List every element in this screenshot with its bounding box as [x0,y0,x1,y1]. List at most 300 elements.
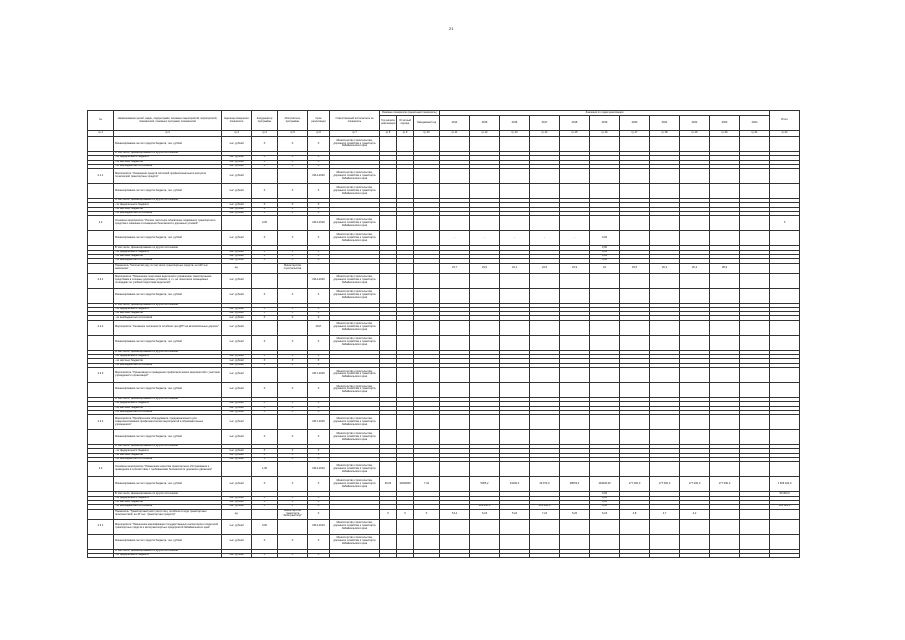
row-executor: Министерство строительства [278,263,308,273]
row-value [620,553,650,557]
row-value [397,534,414,549]
row-executor: X [278,453,308,457]
header-base-group: Базовые показатели (оценочный показатель) [380,111,440,116]
row-term: X [308,509,330,519]
column-number: гр.20 [710,131,740,137]
header-year: 2020 [620,116,650,131]
row-name: В том числе, финансирование из других источников [114,199,222,203]
row-value [650,288,680,303]
row-term: 2017-2020 [308,367,330,382]
row-value [710,519,740,534]
row-value [560,519,590,534]
row-value [770,231,800,246]
row-value [560,382,590,397]
row-value [620,462,650,477]
row-coordinator: X [252,402,278,406]
row-value [397,169,414,184]
row-unit: тыс. рублей [222,363,252,367]
row-value [770,137,800,152]
row-value [530,216,560,231]
row-value [680,273,710,288]
row-value [500,335,530,350]
row-value [397,184,414,199]
row-executor [278,169,308,184]
row-name: - из местных бюджетов [114,254,222,258]
row-value [380,288,397,303]
row-unit: тыс. рублей [222,137,252,152]
row-responsible: Министерство строительства, дорожного хозяйства и транспорта Забайкальского края [330,184,380,199]
column-number: гр.18 [650,131,680,137]
row-executor: X [278,458,308,462]
row-name: - из внебюджетных источников [114,164,222,168]
row-executor: X [278,335,308,350]
row-value [650,367,680,382]
row-term: X [308,402,330,406]
row-number [88,430,114,445]
row-value [590,288,620,303]
row-unit: тыс. рублей [222,312,252,316]
row-name: В том числе, финансирование из других источников [114,492,222,496]
row-executor [278,462,308,477]
row-executor: X [278,363,308,367]
row-executor: X [278,553,308,557]
row-unit: тыс. рублей [222,477,252,492]
row-value [397,263,414,273]
table-row [88,263,800,273]
row-value [397,462,414,477]
row-value: 103000,00 [590,477,620,492]
column-number: гр.14 [530,131,560,137]
row-value [740,137,770,152]
row-responsible: Министерство строительства, дорожного хозяйства и транспорта Забайкальского края [330,137,380,152]
row-name: - из внебюджетных источников [114,212,222,216]
table-row [88,137,800,152]
row-value [560,430,590,445]
row-unit: тыс. рублей [222,231,252,246]
row-executor: X [278,449,308,453]
row-number: 2.2 [88,216,114,231]
row-unit: тыс. рублей [222,259,252,263]
row-name: Финансирование за счет средств бюджета, тыс. рублей [114,477,222,492]
row-value [650,231,680,246]
row-value [530,184,560,199]
table-row [88,382,800,397]
row-name: - из федерального бюджета [114,496,222,500]
row-term: X [308,363,330,367]
row-value [560,553,590,557]
row-term: X [308,164,330,168]
row-value [440,415,470,430]
row-value: 177 000,0 [620,477,650,492]
row-value [650,184,680,199]
row-value [380,382,397,397]
table-row [88,288,800,303]
row-value [397,231,414,246]
row-responsible: Министерство строительства, дорожного хозяйства и транспорта Забайкальского края [330,534,380,549]
row-number [88,335,114,350]
row-executor: X [278,410,308,414]
row-executor: Министерство транспорта "Автотранспорт" [278,509,308,519]
row-value [380,519,397,534]
row-value [530,288,560,303]
row-value [500,184,530,199]
row-term: X [308,500,330,504]
row-term: X [308,254,330,258]
row-value [680,462,710,477]
row-term: X [308,534,330,549]
row-value: 60,00 [380,477,397,492]
row-name: - из внебюджетных источников [114,410,222,414]
row-executor: X [278,307,308,311]
table-row [88,519,800,534]
row-term: X [308,160,330,164]
row-value [380,462,397,477]
row-value [620,430,650,445]
row-value [590,137,620,152]
row-value [470,335,500,350]
row-value [414,288,440,303]
row-value [740,519,770,534]
row-value [590,534,620,549]
row-executor [278,216,308,231]
row-value [770,382,800,397]
row-value [710,320,740,335]
row-value [740,335,770,350]
row-term: 2014-2020 [308,216,330,231]
row-value [710,367,740,382]
row-executor: X [278,137,308,152]
row-value: 5,14 [440,509,470,519]
row-value [500,553,530,557]
row-unit: тыс. рублей [222,359,252,363]
row-value [470,320,500,335]
row-value [680,231,710,246]
row-value [680,553,710,557]
row-value: 177 000,0 [650,477,680,492]
row-value [440,367,470,382]
header-year: 2016 [500,116,530,131]
row-value: 24,6 [530,263,560,273]
table-row [88,462,800,477]
row-value [440,462,470,477]
row-value: - [560,231,590,246]
header-executor: Исполнитель программы [278,111,308,131]
row-coordinator: X [252,207,278,211]
row-name: Показатель "Количество (ед.) в том числе транспортных средств, на 100 тыс. населения" [114,263,222,273]
row-responsible: Министерство строительства, дорожного хозяйства и транспорта Забайкальского края [330,415,380,430]
row-coordinator: X [252,316,278,320]
row-value [710,534,740,549]
row-value [380,320,397,335]
row-executor: X [278,406,308,410]
row-value: 0,00 [590,496,620,500]
row-number [88,184,114,199]
row-value [590,169,620,184]
row-executor: X [278,231,308,246]
header-year: 2015 [470,116,500,131]
row-value [470,273,500,288]
row-value [530,553,560,557]
row-value [650,519,680,534]
row-value: 99 360,0 [770,492,800,496]
row-value [710,462,740,477]
table-row [88,184,800,199]
row-value [680,184,710,199]
row-coordinator: X [252,500,278,504]
row-value [590,367,620,382]
row-value [530,519,560,534]
row-value: 0,00 [590,231,620,246]
row-name: В том числе, финансирование из других источников [114,445,222,449]
row-term: X [308,359,330,363]
row-value [397,216,414,231]
row-value: 21000,0 [500,477,530,492]
row-value: 24,7 [440,263,470,273]
row-value [590,216,620,231]
row-value [414,382,440,397]
row-value [590,335,620,350]
row-value [530,320,560,335]
row-value [770,184,800,199]
row-value [710,184,740,199]
row-unit: тыс. рублей [222,449,252,453]
row-name: Финансирование за счет средств бюджета, тыс. рублей [114,534,222,549]
row-name: Финансирование за счет средств бюджета, тыс. рублей [114,137,222,152]
row-value [530,137,560,152]
column-number: гр.17 [620,131,650,137]
row-number: 2.2.2 [88,320,114,335]
row-term [308,263,330,273]
row-value: 20,4 [650,263,680,273]
row-coordinator: X [252,496,278,500]
row-value [770,169,800,184]
row-executor [278,320,308,335]
row-value [397,137,414,152]
row-unit: тыс. рублей [222,402,252,406]
row-name: - из федерального бюджета [114,355,222,359]
row-term: X [308,231,330,246]
row-responsible: Министерство строительства, дорожного хозяйства и транспорта Забайкальского края [330,320,380,335]
row-value [620,169,650,184]
column-number: гр.15 [560,131,590,137]
row-unit: тыс. рублей [222,505,252,509]
row-value [710,216,740,231]
row-value [440,553,470,557]
row-unit: тыс. рублей [222,212,252,216]
row-unit: ед. [222,263,252,273]
row-unit: тыс. рублей [222,307,252,311]
row-executor: X [278,534,308,549]
row-value [414,320,440,335]
row-value [560,288,590,303]
row-value [380,430,397,445]
row-value [650,415,680,430]
column-number: гр.2 [114,131,222,137]
row-executor: X [278,312,308,316]
table-row [88,477,800,492]
row-value [414,184,440,199]
row-value [770,430,800,445]
row-responsible: Министерство строительства, дорожного хозяйства и транспорта Забайкальского края [330,462,380,477]
row-coordinator: X [252,335,278,350]
row-value [770,288,800,303]
row-name: Мероприятие "Повышение квалификации государственных инспекторов и водителей транспортных средств и автотранспортных предприятий Забайкальского края" [114,519,222,534]
row-number [88,263,114,273]
row-number [88,288,114,303]
header-year: 2022 [680,116,710,131]
column-number: гр.13 [500,131,530,137]
row-term: X [308,288,330,303]
row-executor: X [278,212,308,216]
row-value [710,553,740,557]
row-coordinator: X [252,406,278,410]
row-name: В том числе, финансирование из других источников [114,303,222,307]
row-value [770,509,800,519]
row-number [88,137,114,152]
row-coordinator: X [252,137,278,152]
row-value [620,519,650,534]
row-value [770,320,800,335]
row-executor: X [278,250,308,254]
row-value [397,430,414,445]
row-value [500,320,530,335]
row-value [470,367,500,382]
row-number: 2.2.1 [88,273,114,288]
row-unit: тыс. рублей [222,519,252,534]
row-coordinator: X [252,477,278,492]
row-value [560,534,590,549]
row-unit: тыс. рублей [222,288,252,303]
row-unit: тыс. рублей [222,164,252,168]
row-term: X [308,335,330,350]
row-value [770,462,800,477]
row-executor: X [278,288,308,303]
row-value [710,169,740,184]
row-coordinator [252,415,278,430]
table-row [88,534,800,549]
row-value [650,273,680,288]
row-term: X [308,259,330,263]
row-value [650,169,680,184]
column-number: гр.21 [740,131,770,137]
row-value [560,335,590,350]
row-value [740,382,770,397]
row-name: - из федерального бюджета [114,203,222,207]
row-value [620,273,650,288]
row-name: Финансирование за счет средств бюджета, тыс. рублей [114,184,222,199]
row-executor: X [278,164,308,168]
row-name: Основное мероприятие "Повышение качества транспортного обслуживания и приведение в соответствие с требованиями безопасности дорожного движения" [114,462,222,477]
row-coordinator: X [252,505,278,509]
row-value [770,415,800,430]
row-value [500,288,530,303]
row-value [740,367,770,382]
row-name: Финансирование за счет средств бюджета, тыс. рублей [114,382,222,397]
row-value [620,320,650,335]
row-value [440,519,470,534]
row-name: - из внебюджетных источников [114,363,222,367]
row-executor: X [278,160,308,164]
row-unit: тыс. рублей [222,273,252,288]
table-row [88,320,800,335]
row-coordinator: X [252,164,278,168]
row-term: X [308,410,330,414]
row-value [470,137,500,152]
row-value [380,137,397,152]
row-value [590,184,620,199]
row-value [414,273,440,288]
row-value [740,273,770,288]
row-responsible: Министерство строительства, дорожного хозяйства и транспорта Забайкальского края [330,288,380,303]
row-value [620,335,650,350]
row-value [770,335,800,350]
column-number: гр.22 [770,131,800,137]
header-unit: Единица измерения показателя [222,111,252,131]
row-coordinator: X [252,453,278,457]
row-value [560,320,590,335]
row-value: 11000000 [397,477,414,492]
row-value [740,415,770,430]
row-value [740,320,770,335]
row-value [650,462,680,477]
row-coordinator: X [252,312,278,316]
row-value: 29 972,9 [530,477,560,492]
row-value [440,216,470,231]
row-value [710,430,740,445]
row-value [620,184,650,199]
row-value [590,382,620,397]
row-responsible [330,509,380,519]
row-value [440,184,470,199]
row-value [680,335,710,350]
row-value [710,415,740,430]
table-row [88,216,800,231]
row-value: 28,9 [710,263,740,273]
row-value: - [470,231,500,246]
row-unit: тыс. рублей [222,382,252,397]
row-value [500,415,530,430]
row-executor: X [278,203,308,207]
row-term: X [308,212,330,216]
program-financing-table [87,110,800,558]
row-value [680,288,710,303]
row-number: 2.3.1 [88,519,114,534]
row-value [380,534,397,549]
row-name: - из местных бюджетов [114,453,222,457]
row-value [770,263,800,273]
row-unit: ед. [222,509,252,519]
row-term: X [308,307,330,311]
row-value: 0,00 [590,259,620,263]
row-name: Финансирование за счет средств бюджета, тыс. рублей [114,430,222,445]
row-value [560,137,590,152]
row-name: Мероприятие "Организация и проведение профилактических мероприятий с участием учреждений и организаций" [114,367,222,382]
column-number: гр.9 [397,131,414,137]
row-value [740,553,770,557]
row-responsible [330,263,380,273]
header-year: 2024 [740,116,770,131]
header-responsible: Ответственный исполнитель за показатель [330,111,380,131]
row-value: 24,9 [560,263,590,273]
row-unit: тыс. рублей [222,453,252,457]
row-name: - из местных бюджетов [114,359,222,363]
row-name: - из местных бюджетов [114,406,222,410]
header-year: 2018 [560,116,590,131]
row-coordinator: X [252,288,278,303]
row-coordinator: X [252,307,278,311]
row-value [440,288,470,303]
row-value [740,169,770,184]
